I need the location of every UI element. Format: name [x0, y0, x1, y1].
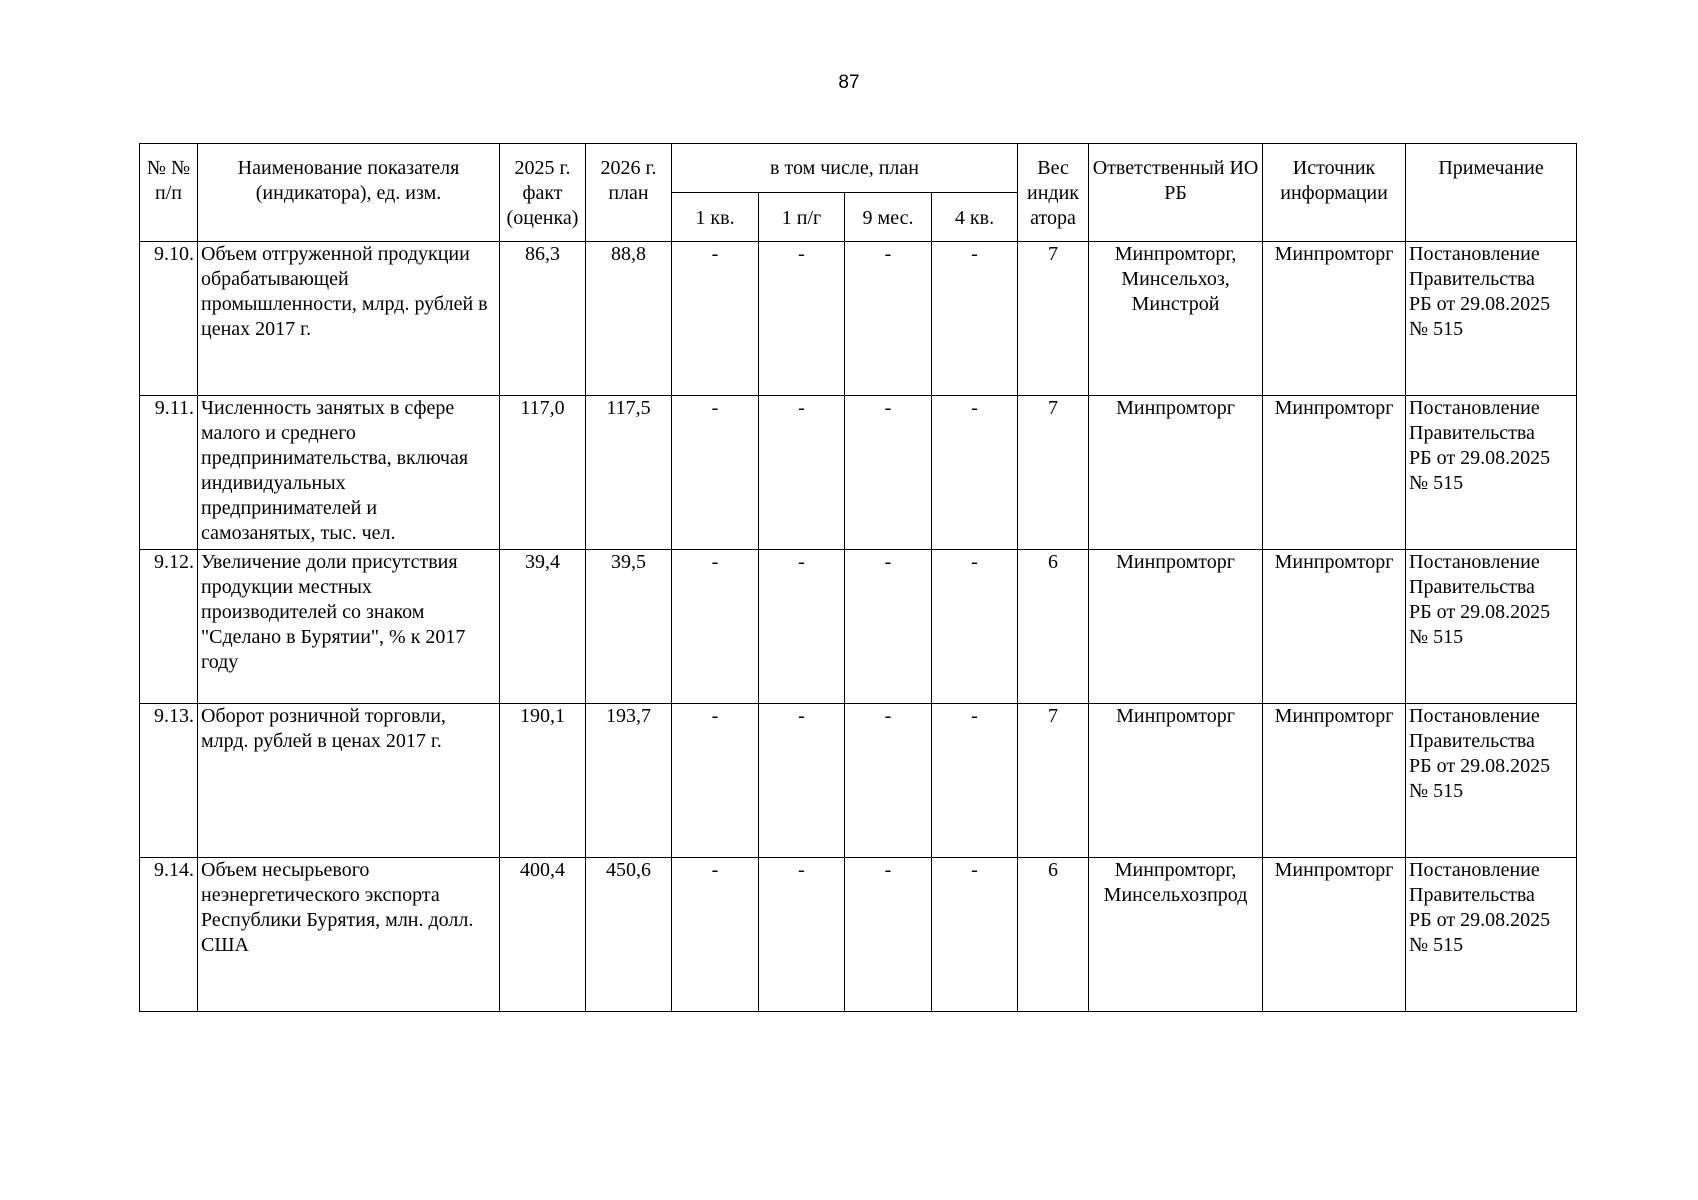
- note-line: Постановление: [1409, 243, 1540, 265]
- header-9m: 9 мес.: [845, 193, 932, 242]
- row-h1: -: [759, 858, 845, 1012]
- responsible-line: Минпромторг: [1116, 397, 1235, 419]
- row-note: [1406, 396, 1577, 550]
- responsible-line: Минпромторг: [1116, 705, 1235, 727]
- row-plan-2026: 450,6: [586, 858, 672, 1012]
- row-fact-2025: 86,3: [500, 242, 586, 396]
- row-q4: -: [932, 396, 1018, 550]
- table-row: [140, 704, 1577, 858]
- table-header: [140, 144, 1577, 242]
- row-9m: -: [845, 858, 932, 1012]
- row-indicator-name: Объем отгруженной продукции обрабатывающей промышленности, млрд. рублей в ценах 2017 г.: [198, 242, 500, 396]
- note-line: № 515: [1409, 934, 1464, 956]
- table-row: [140, 550, 1577, 704]
- row-source: Минпромторг: [1263, 396, 1406, 550]
- note-line: РБ от 29.08.2025: [1409, 755, 1551, 777]
- row-responsible: [1089, 242, 1263, 396]
- responsible-line: Минпромторг: [1116, 551, 1235, 573]
- header-note: Примечание: [1406, 144, 1577, 242]
- row-h1: -: [759, 242, 845, 396]
- note-line: Постановление: [1409, 551, 1540, 573]
- page-number: 87: [838, 72, 860, 93]
- row-q4: -: [932, 858, 1018, 1012]
- row-weight: 7: [1018, 242, 1089, 396]
- row-fact-2025: 190,1: [500, 704, 586, 858]
- row-indicator-name: Увеличение доли присутствия продукции местных производителей со знаком "Сделано в Бурятии", % к 2017 году: [198, 550, 500, 704]
- row-q4: -: [932, 550, 1018, 704]
- note-line: Правительства: [1409, 884, 1535, 906]
- note-line: № 515: [1409, 318, 1464, 340]
- row-q1: -: [672, 242, 759, 396]
- row-source: Минпромторг: [1263, 550, 1406, 704]
- row-9m: -: [845, 704, 932, 858]
- table-row: [140, 858, 1577, 1012]
- note-line: Постановление: [1409, 705, 1540, 727]
- note-line: Правительства: [1409, 576, 1535, 598]
- header-responsible: Ответственный ИО РБ: [1089, 144, 1263, 242]
- row-q1: -: [672, 550, 759, 704]
- note-line: Постановление: [1409, 859, 1540, 881]
- note-line: № 515: [1409, 780, 1464, 802]
- row-num: 9.11.: [140, 396, 198, 550]
- table-row: [140, 396, 1577, 550]
- row-indicator-name: Объем несырьевого неэнергетического экспорта Республики Бурятия, млн. долл. США: [198, 858, 500, 1012]
- header-plan-2026: 2026 г. план: [586, 144, 672, 242]
- header-name: Наименование показателя (индикатора), ед. изм.: [198, 144, 500, 242]
- header-q1: 1 кв.: [672, 193, 759, 242]
- row-9m: -: [845, 242, 932, 396]
- row-q1: -: [672, 704, 759, 858]
- header-source: Источник информации: [1263, 144, 1406, 242]
- header-weight: Вес индик атора: [1018, 144, 1089, 242]
- row-note: [1406, 550, 1577, 704]
- header-q4: 4 кв.: [932, 193, 1018, 242]
- row-num: 9.12.: [140, 550, 198, 704]
- row-indicator-name: Оборот розничной торговли, млрд. рублей в ценах 2017 г.: [198, 704, 500, 858]
- row-weight: 6: [1018, 858, 1089, 1012]
- row-responsible: [1089, 396, 1263, 550]
- table-body: [140, 242, 1577, 1012]
- row-h1: -: [759, 550, 845, 704]
- note-line: № 515: [1409, 472, 1464, 494]
- note-line: РБ от 29.08.2025: [1409, 447, 1551, 469]
- note-line: РБ от 29.08.2025: [1409, 293, 1551, 315]
- table-row: [140, 242, 1577, 396]
- note-line: № 515: [1409, 626, 1464, 648]
- header-h1: 1 п/г: [759, 193, 845, 242]
- row-note: [1406, 242, 1577, 396]
- header-plan-group: в том числе, план: [672, 144, 1018, 193]
- row-weight: 7: [1018, 704, 1089, 858]
- header-num: № № п/п: [140, 144, 198, 242]
- row-9m: -: [845, 550, 932, 704]
- responsible-line: Минсельхозпрод: [1103, 884, 1248, 906]
- row-responsible: [1089, 858, 1263, 1012]
- note-line: Правительства: [1409, 422, 1535, 444]
- row-weight: 6: [1018, 550, 1089, 704]
- row-note: [1406, 704, 1577, 858]
- row-responsible: [1089, 704, 1263, 858]
- responsible-line: Минстрой: [1131, 293, 1220, 315]
- row-source: Минпромторг: [1263, 242, 1406, 396]
- row-plan-2026: 39,5: [586, 550, 672, 704]
- header-fact-2025: 2025 г. факт (оценка): [500, 144, 586, 242]
- row-responsible: [1089, 550, 1263, 704]
- row-fact-2025: 39,4: [500, 550, 586, 704]
- responsible-line: Минпромторг,: [1114, 243, 1237, 265]
- row-num: 9.14.: [140, 858, 198, 1012]
- row-source: Минпромторг: [1263, 704, 1406, 858]
- responsible-line: Минсельхоз,: [1121, 268, 1230, 290]
- row-note: [1406, 858, 1577, 1012]
- row-plan-2026: 88,8: [586, 242, 672, 396]
- indicators-table: [139, 143, 1577, 1012]
- row-fact-2025: 117,0: [500, 396, 586, 550]
- responsible-line: Минпромторг,: [1114, 859, 1237, 881]
- row-9m: -: [845, 396, 932, 550]
- row-q4: -: [932, 704, 1018, 858]
- row-fact-2025: 400,4: [500, 858, 586, 1012]
- row-q1: -: [672, 396, 759, 550]
- row-plan-2026: 193,7: [586, 704, 672, 858]
- note-line: Правительства: [1409, 730, 1535, 752]
- row-h1: -: [759, 396, 845, 550]
- note-line: Правительства: [1409, 268, 1535, 290]
- row-source: Минпромторг: [1263, 858, 1406, 1012]
- row-weight: 7: [1018, 396, 1089, 550]
- row-q1: -: [672, 858, 759, 1012]
- row-num: 9.13.: [140, 704, 198, 858]
- row-plan-2026: 117,5: [586, 396, 672, 550]
- note-line: РБ от 29.08.2025: [1409, 909, 1551, 931]
- row-indicator-name: Численность занятых в сфере малого и среднего предпринимательства, включая индивидуальных предпринимателей и самозанятых, тыс. чел.: [198, 396, 500, 550]
- row-num: 9.10.: [140, 242, 198, 396]
- row-q4: -: [932, 242, 1018, 396]
- note-line: Постановление: [1409, 397, 1540, 419]
- row-h1: -: [759, 704, 845, 858]
- note-line: РБ от 29.08.2025: [1409, 601, 1551, 623]
